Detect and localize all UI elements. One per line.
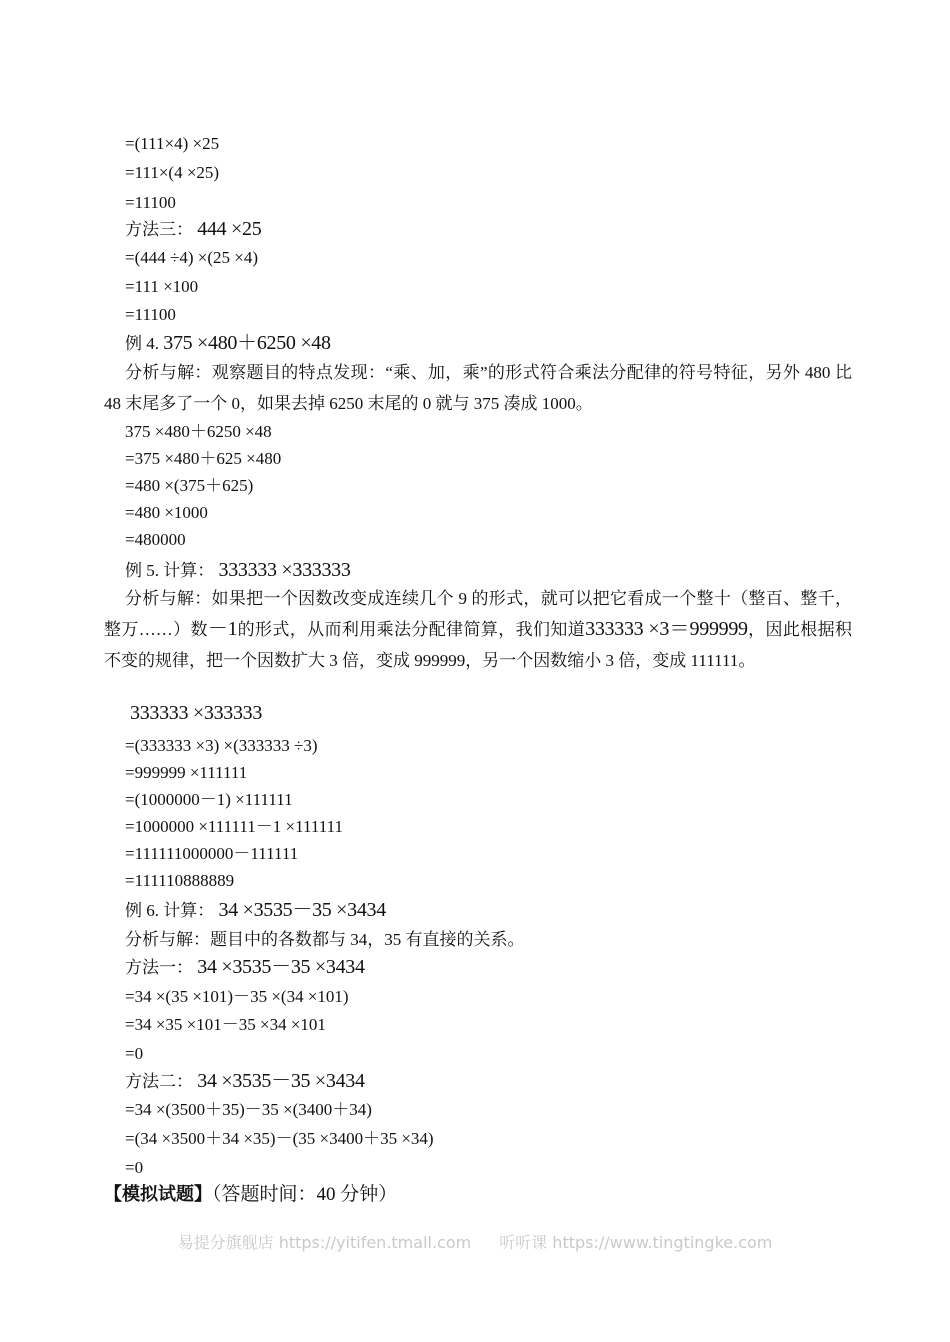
calc-line: =11100 xyxy=(125,305,176,324)
example-5-formula: 333333 ×333333 xyxy=(218,559,351,581)
calc-line: =111110888889 xyxy=(125,871,235,890)
footer xyxy=(0,1230,950,1253)
example-4-analysis: 分析与解：观察题目的特点发现：“乘、加，乘”的形式符合乘法分配律的符号特征，另外 480 比 48 末尾多了一个 0，如果去掉 6250 末尾的 0 就与 375 凑成 1000。 xyxy=(104,363,852,413)
calc-line: =34 ×(35 ×101)－35 ×(34 ×101) xyxy=(125,987,349,1006)
calc-line: =111 ×100 xyxy=(125,277,199,296)
calc-line: =480000 xyxy=(125,530,186,549)
calc-line: =(444 ÷4) ×(25 ×4) xyxy=(125,248,258,267)
method-1-formula: 34 ×3535－35 ×3434 xyxy=(197,956,365,978)
calc-line: =34 ×(3500＋35)－35 ×(3400＋34) xyxy=(125,1100,372,1119)
calc-line: =(34 ×3500＋34 ×35)－(35 ×3400＋35 ×34) xyxy=(125,1129,434,1148)
analysis-text: 的形式，从而利用乘法分配律简算，我们知道 xyxy=(237,620,586,639)
calc-line: =0 xyxy=(125,1044,144,1063)
calc-line: 375 ×480＋6250 ×48 xyxy=(125,422,272,441)
method-1-heading xyxy=(125,956,365,979)
example-4-label: 例 4. xyxy=(125,334,159,353)
example-5-analysis xyxy=(104,583,852,676)
analysis-text: ，因此根据积不变的规律，把一个因数扩大 3 倍，变成 999999，另一个因数缩小 3 倍，变成 111111。 xyxy=(104,620,853,670)
section-heading xyxy=(104,1183,397,1207)
calc-line: =0 xyxy=(125,1158,144,1177)
example-5-label: 例 5. 计算： xyxy=(125,561,215,580)
calc-line: =480 ×1000 xyxy=(125,503,208,522)
analysis-text: 分析与解：如果把一个因数改变成连续几个 9 的形式，就可以把它看成一个整十（整百、整千，整万……）数 xyxy=(104,589,852,639)
example-6-formula: 34 ×3535－35 ×3434 xyxy=(218,899,386,921)
calc-line: =(333333 ×3) ×(333333 ÷3) xyxy=(125,736,318,755)
equation-formula: 333333 ×3＝999999 xyxy=(585,618,748,640)
calc-line: =(1000000－1) ×111111 xyxy=(125,790,293,809)
example-6-heading xyxy=(125,899,386,922)
method-3-heading xyxy=(125,218,261,241)
section-title: 【模拟试题】 xyxy=(104,1184,212,1205)
method-1-label: 方法一： xyxy=(125,958,193,977)
method-2-heading xyxy=(125,1070,365,1093)
minus-one-formula: －1 xyxy=(207,618,238,640)
section-note: （答题时间：40 分钟） xyxy=(212,1184,398,1205)
calc-line: =1000000 ×111111－1 ×111111 xyxy=(125,817,343,836)
footer-shop-link[interactable]: 易提分旗舰店 https://yitifen.tmall.com xyxy=(177,1233,472,1252)
method-3-label: 方法三： xyxy=(125,220,193,239)
footer-site-link[interactable]: 听听课 https://www.tingtingke.com xyxy=(499,1233,773,1252)
calc-line: =(111×4) ×25 xyxy=(125,134,220,153)
example-5-start-formula: 333333 ×333333 xyxy=(130,702,263,724)
calc-line: =375 ×480＋625 ×480 xyxy=(125,449,282,468)
calc-line: =111×(4 ×25) xyxy=(125,163,220,182)
example-6-analysis: 分析与解：题目中的各数都与 34，35 有直接的关系。 xyxy=(125,930,525,949)
example-4-formula: 375 ×480＋6250 ×48 xyxy=(163,332,331,354)
example-4-heading xyxy=(125,332,331,355)
calc-line: =999999 ×111111 xyxy=(125,763,248,782)
calc-line: =11100 xyxy=(125,193,176,212)
method-3-formula: 444 ×25 xyxy=(197,218,262,240)
calc-line: =111111000000－111111 xyxy=(125,844,299,863)
method-2-formula: 34 ×3535－35 ×3434 xyxy=(197,1070,365,1092)
calc-line: =34 ×35 ×101－35 ×34 ×101 xyxy=(125,1015,326,1034)
example-6-label: 例 6. 计算： xyxy=(125,901,215,920)
method-2-label: 方法二： xyxy=(125,1072,193,1091)
example-5-heading xyxy=(125,559,351,582)
calc-line: =480 ×(375＋625) xyxy=(125,476,254,495)
